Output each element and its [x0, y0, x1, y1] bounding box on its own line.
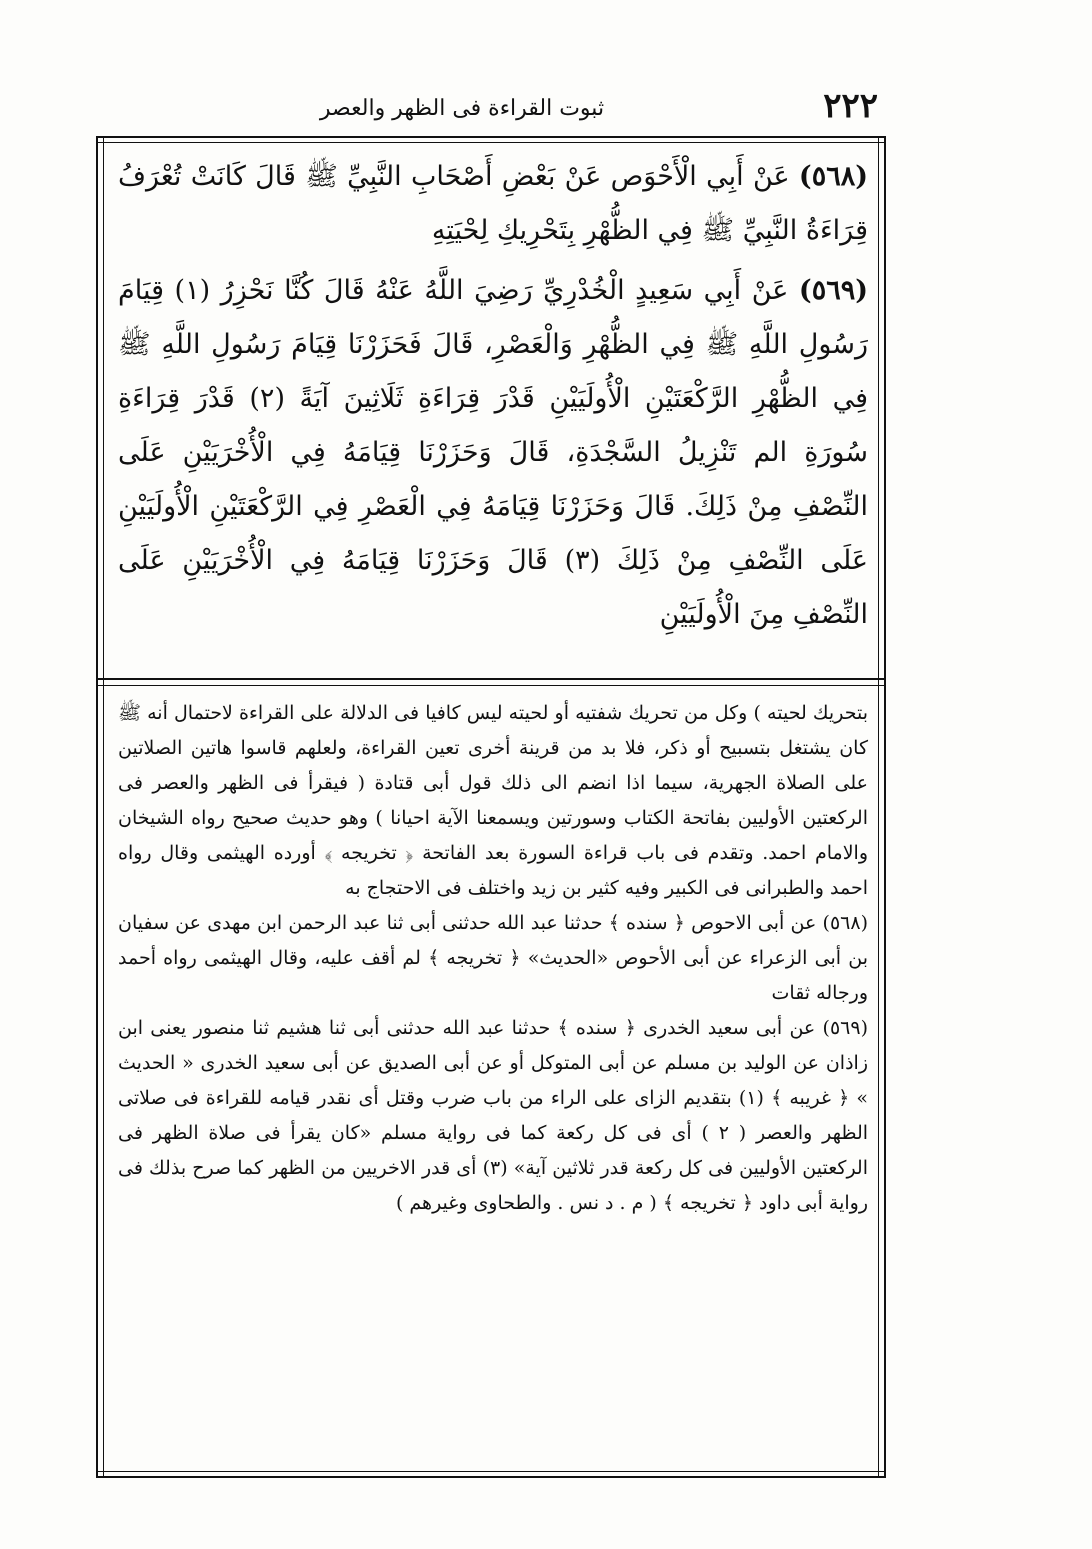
hadith-text-block — [118, 150, 868, 642]
frame-rule-top — [96, 136, 886, 138]
commentary-paragraph: (٥٦٩) عن أبى سعيد الخدرى ﴿ سنده ﴾ حدثنا عبد الله حدثنى أبى ثنا هشيم ثنا منصور يعنى ابن زاذان عن الوليد بن مسلم عن أبى المتوكل أو عن أبى الصديق عن أبى سعيد الخدرى « الحديث » ﴿ غريبه ﴾ (١) بتقديم الزاى على الراء من باب ضرب وقتل أى نقدر قيامه للقراءة فى صلاتى الظهر والعصر ( ٢ ) أى فى كل ركعة كما فى رواية مسلم «كان يقرأ فى صلاة الظهر فى الركعتين الأوليين فى كل ركعة قدر ثلاثين آية» (٣) أى قدر الاخريين من الظهر كما صرح بذلك فى رواية أبى داود ﴿ تخريجه ﴾ ( م . د نس . والطحاوى وغيرهم ) — [118, 1017, 869, 1214]
frame-rule-right — [884, 136, 886, 1478]
hadith-568 — [118, 150, 868, 258]
frame-rule-top-inner — [96, 142, 886, 143]
page-frame — [96, 136, 886, 1478]
section-divider — [96, 678, 886, 680]
hadith-number: (٥٦٩) — [798, 275, 868, 306]
frame-rule-left — [96, 136, 98, 1478]
page-header — [112, 86, 878, 132]
section-divider-inner — [96, 685, 886, 686]
frame-rule-bottom — [96, 1476, 886, 1478]
page-number: ٢٢٢ — [823, 86, 878, 126]
commentary-paragraph: (٥٦٨) عن أبى الاحوص ﴿ سنده ﴾ حدثنا عبد الله حدثنى أبى ثنا عبد الرحمن ابن مهدى عن سفيان بن أبى الزعراء عن أبى الأحوص «الحديث» ﴿ تخريجه ﴾ لم أقف عليه، وقال الهيثمى رواه أحمد ورجاله ثقات — [118, 912, 868, 1004]
frame-rule-right-inner — [878, 136, 879, 1478]
hadith-text: عَنْ أَبِي الْأَحْوَص عَنْ بَعْضِ أَصْحَابِ النَّبِيِّ ﷺ قَالَ كَانَتْ تُعْرَفُ قِرَاءَةُ النَّبِيِّ ﷺ فِي الظُّهْرِ بِتَحْرِيكِ لِحْيَتِهِ — [118, 161, 868, 246]
running-title: ثبوت القراءة فى الظهر والعصر — [319, 96, 605, 121]
frame-rule-left-inner — [103, 136, 104, 1478]
hadith-number: (٥٦٨) — [798, 161, 868, 192]
hadith-569 — [118, 264, 868, 642]
hadith-text: عَنْ أَبِي سَعِيدٍ الْخُدْرِيِّ رَضِيَ اللَّهُ عَنْهُ قَالَ كُنَّا نَحْزِرُ (١) قِيَامَ رَسُولِ اللَّهِ ﷺ فِي الظُّهْرِ وَالْعَصْرِ، قَالَ فَحَزَرْنَا قِيَامَ رَسُولِ اللَّهِ ﷺ فِي الظُّهْرِ الرَّكْعَتَيْنِ الْأُولَيَيْنِ قَدْرَ قِرَاءَةِ ثَلَاثِينَ آيَةً (٢) قَدْرَ قِرَاءَةِ سُورَةِ الم تَنْزِيلُ السَّجْدَةِ، قَالَ وَحَزَرْنَا قِيَامَهُ فِي الْأُخْرَيَيْنِ عَلَى النِّصْفِ مِنْ ذَلِكَ. قَالَ وَحَزَرْنَا قِيَامَهُ فِي الْعَصْرِ فِي الرَّكْعَتَيْنِ الْأُولَيَيْنِ عَلَى النِّصْفِ مِنْ ذَلِكَ (٣) قَالَ وَحَزَرْنَا قِيَامَهُ فِي الْأُخْرَيَيْنِ عَلَى النِّصْفِ مِنَ الْأُولَيَيْنِ — [118, 275, 868, 630]
frame-rule-bottom-inner — [96, 1471, 886, 1472]
commentary-block — [118, 696, 868, 1221]
commentary-paragraph: بتحريك لحيته ) وكل من تحريك شفتيه أو لحيته ليس كافيا فى الدلالة على القراءة لاحتمال أنه ﷺ كان يشتغل بتسبيح أو ذكر، فلا بد من قرينة أخرى تعين القراءة، ولعلهم قاسوا هاتين الصلاتين على الصلاة الجهرية، سيما اذا انضم الى ذلك قول أبى قتادة ( فيقرأ فى الظهر والعصر فى الركعتين الأوليين بفاتحة الكتاب وسورتين ويسمعنا الآية احيانا ) وهو حديث صحيح رواه الشيخان والامام احمد. وتقدم فى باب قراءة السورة بعد الفاتحة ﴿ تخريجه ﴾ أورده الهيثمى وقال رواه احمد والطبرانى فى الكبير وفيه كثير بن زيد واختلف فى الاحتجاج به — [118, 702, 868, 899]
